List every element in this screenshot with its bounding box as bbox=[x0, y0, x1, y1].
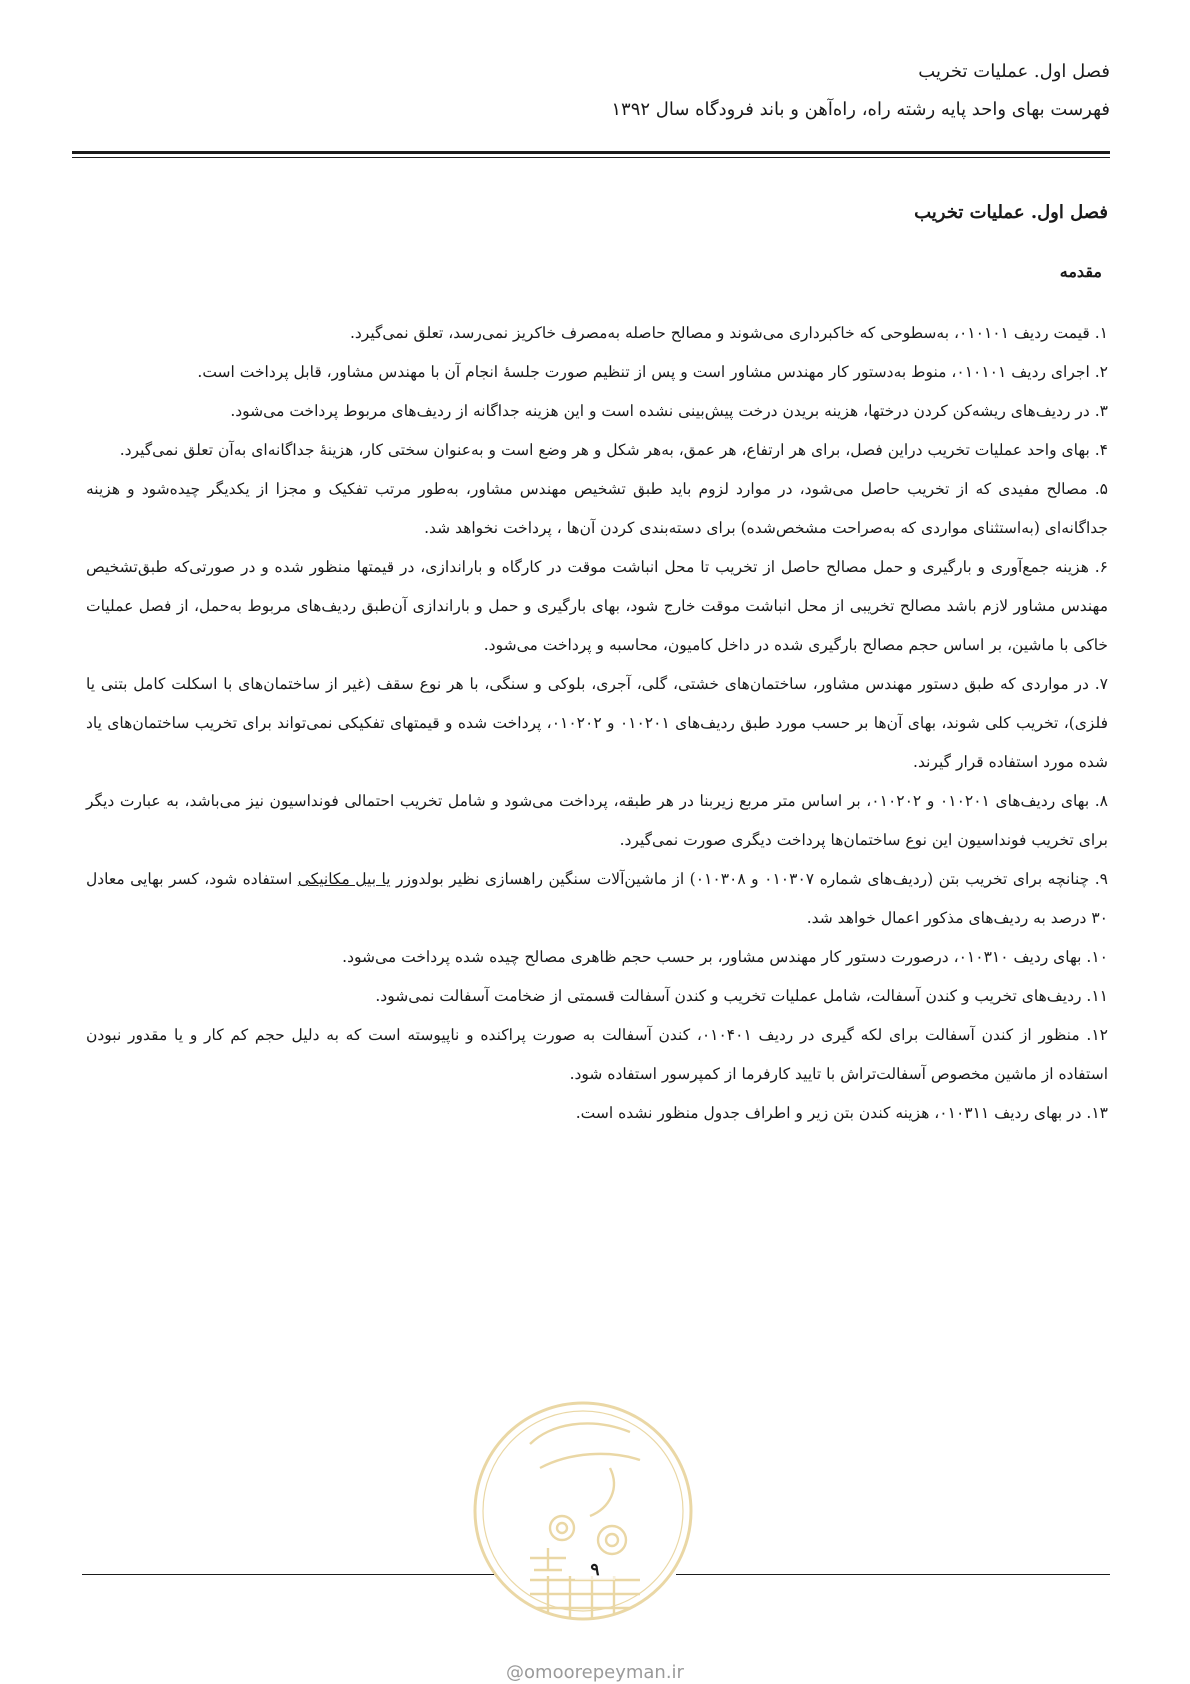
note-item-9 bbox=[86, 860, 1108, 938]
note-item-9-underlined: یا بیل مکانیکی bbox=[297, 870, 391, 888]
intro-heading: مقدمه bbox=[1059, 262, 1102, 281]
note-item-13: ۱۳. در بهای ردیف ۰۱۰۳۱۱، هزینه کندن بتن زیر و اطراف جدول منظور نشده است. bbox=[575, 1104, 1108, 1122]
note-item-12: ۱۲. منظور از کندن آسفالت برای لکه گیری در ردیف ۰۱۰۴۰۱، کندن آسفالت به صورت پراکنده و ناپیوسته است که به دلیل حجم کم کار و یا مقدور نبودن استفاده از ماشین مخصوص آسفالت‌تراش با تایید کارفرما از کمپرسور استفاده شود. bbox=[86, 1026, 1108, 1083]
note-item-3: ۳. در ردیف‌های ریشه‌کن کردن درختها، هزینه بریدن درخت پیش‌بینی نشده است و این هزینه جداگانه از ردیف‌های مربوط پرداخت می‌شود. bbox=[230, 402, 1108, 420]
note-item-5: ۵. مصالح مفیدی که از تخریب حاصل می‌شود، در موارد لزوم باید طبق تشخیص مهندس مشاور، به‌طور مرتب تفکیک و مجزا از یکدیگر چیده‌شود و هزینه جداگانه‌ای (به‌استثنای مواردی که به‌صراحت مشخص‌شده) برای دسته‌بندی کردن آن‌ها ، پرداخت نخواهد شد. bbox=[86, 480, 1108, 537]
header-chapter: فصل اول. عملیات تخریب bbox=[918, 61, 1110, 82]
page-content bbox=[86, 198, 1108, 1133]
notes-list bbox=[86, 314, 1108, 1133]
note-item-1: ۱. قیمت ردیف ۰۱۰۱۰۱، به‌سطوحی که خاکبرداری می‌شوند و مصالح حاصله به‌مصرف خاکریز نمی‌رسد، تعلق نمی‌گیرد. bbox=[349, 324, 1108, 342]
note-item-6: ۶. هزینه جمع‌آوری و بارگیری و حمل مصالح حاصل از تخریب تا محل انباشت موقت در کارگاه و باراندازی، در قیمتها منظور شده و در صورتی‌که طبق‌تشخیص مهندس مشاور لازم باشد مصالح تخریبی از محل انباشت موقت خارج شود، بهای بارگیری و حمل و باراندازی آن‌طبق ردیف‌های مربوط به‌حمل، از فصل عملیات خاکی با ماشین، بر اساس حجم مصالح بارگیری شده در داخل کامیون، محاسبه و پرداخت می‌شود. bbox=[86, 558, 1108, 654]
note-item-2: ۲. اجرای ردیف ۰۱۰۱۰۱، منوط به‌دستور کار مهندس مشاور است و پس از تنظیم صورت جلسهٔ انجام آن با مهندس مشاور، قابل پرداخت است. bbox=[197, 363, 1108, 381]
chapter-title: فصل اول. عملیات تخریب bbox=[914, 202, 1108, 223]
header-rule-thin bbox=[72, 157, 1110, 158]
note-item-8: ۸. بهای ردیف‌های ۰۱۰۲۰۱ و ۰۱۰۲۰۲، بر اساس متر مربع زیربنا در هر طبقه، پرداخت می‌شود و شامل تخریب احتمالی فونداسیون نیز می‌باشد، به عبارت دیگر برای تخریب فونداسیون این نوع ساختمان‌ها پرداخت دیگری صورت نمی‌گیرد. bbox=[86, 792, 1108, 849]
page-header bbox=[72, 58, 1110, 124]
note-item-4: ۴. بهای واحد عملیات تخریب دراین فصل، برای هر ارتفاع، هر عمق، به‌هر شکل و هر وضع است و به‌عنوان سختی کار، هزینهٔ جداگانه‌ای به‌آن تعلق نمی‌گیرد. bbox=[119, 441, 1108, 459]
page-number: ۹ bbox=[575, 1560, 615, 1580]
footer-rule-left bbox=[82, 1574, 494, 1575]
watermark-seal-logo bbox=[470, 1398, 696, 1624]
note-item-11: ۱۱. ردیف‌های تخریب و کندن آسفالت، شامل عملیات تخریب و کندن آسفالت قسمتی از ضخامت آسفالت نمی‌شود. bbox=[375, 987, 1108, 1005]
header-subtitle: فهرست بهای واحد پایه رشته راه، راه‌آهن و باند فرودگاه سال ۱۳۹۲ bbox=[611, 99, 1110, 120]
note-item-9-tail: استفاده شود، کسر بهایی معادل ۳۰ درصد به ردیف‌های مذکور اعمال خواهد شد. bbox=[86, 870, 1108, 927]
watermark-url: @omoorepeyman.ir bbox=[506, 1662, 684, 1683]
footer-rule-right bbox=[676, 1574, 1110, 1575]
note-item-10: ۱۰. بهای ردیف ۰۱۰۳۱۰، درصورت دستور کار مهندس مشاور، بر حسب حجم ظاهری مصالح چیده شده پرداخت می‌شود. bbox=[342, 948, 1108, 966]
header-rule-thick bbox=[72, 151, 1110, 154]
note-item-7: ۷. در مواردی که طبق دستور مهندس مشاور، ساختمان‌های خشتی، گلی، آجری، بلوکی و سنگی، با هر نوع سقف (غیر از ساختمان‌های با اسکلت کامل بتنی یا فلزی)، تخریب کلی شوند، بهای آن‌ها بر حسب مورد طبق ردیف‌های ۰۱۰۲۰۱ و ۰۱۰۲۰۲، پرداخت شده و قیمتهای تفکیکی نمی‌تواند برای تخریب ساختمان‌های یاد شده مورد استفاده قرار گیرند. bbox=[86, 675, 1108, 771]
note-item-9-head: ۹. چنانچه برای تخریب بتن (ردیف‌های شماره ۰۱۰۳۰۷ و ۰۱۰۳۰۸) از ماشین‌آلات سنگین راهسازی نظیر بولدوزر bbox=[390, 870, 1108, 888]
